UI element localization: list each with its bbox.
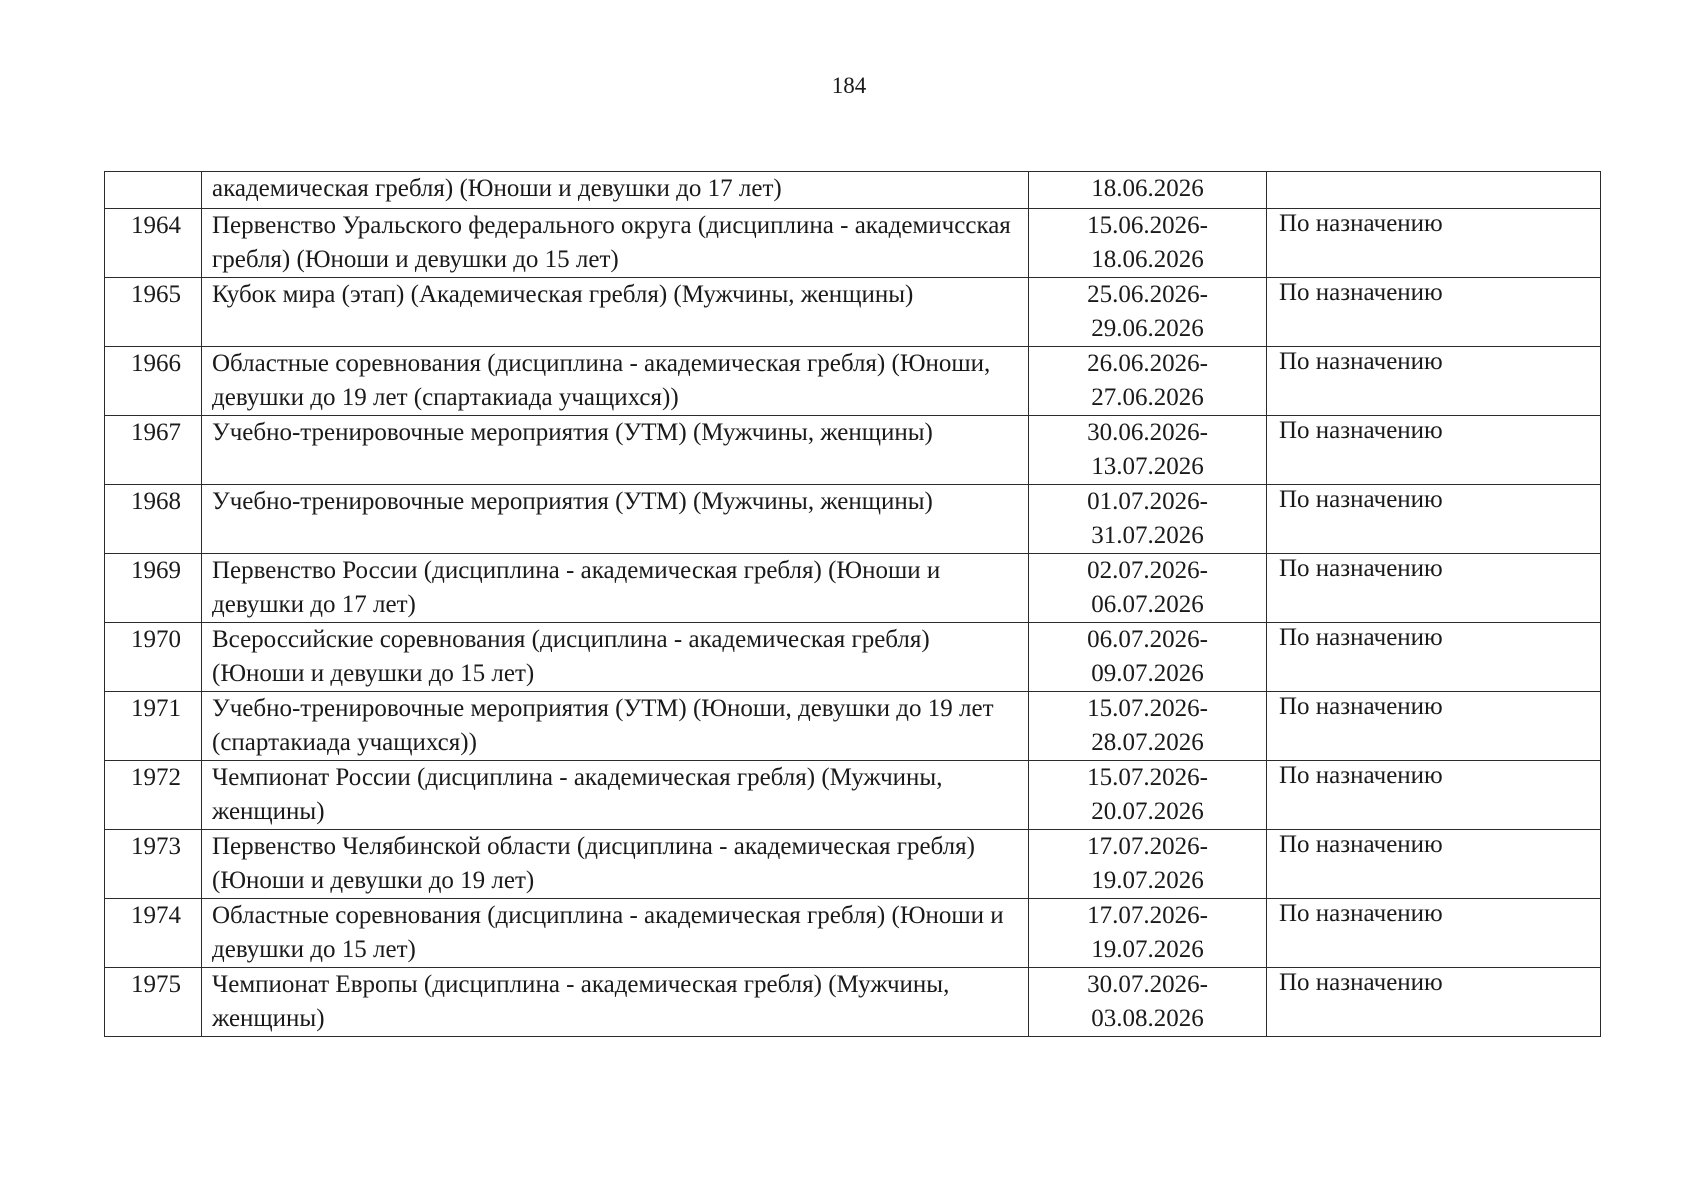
event-date-start: 15.07.2026- <box>1087 764 1208 791</box>
event-date-start: 01.07.2026- <box>1087 488 1208 515</box>
event-place-cell: По назначению <box>1267 278 1601 347</box>
table-row <box>105 554 1601 623</box>
event-dates-cell <box>1029 209 1267 278</box>
event-number-cell: 1975 <box>105 968 202 1037</box>
event-date-end: 03.08.2026 <box>1091 1005 1204 1032</box>
table-row <box>105 347 1601 416</box>
event-date-start: 17.07.2026- <box>1087 902 1208 929</box>
table-row <box>105 692 1601 761</box>
event-dates-cell <box>1029 416 1267 485</box>
event-dates-cell <box>1029 830 1267 899</box>
table-row <box>105 830 1601 899</box>
events-table-body <box>105 172 1601 1037</box>
event-dates-cell <box>1029 968 1267 1037</box>
event-date-end: 29.06.2026 <box>1091 315 1204 342</box>
event-date-end: 18.06.2026 <box>1091 246 1204 273</box>
table-row-continued <box>105 172 1601 209</box>
event-place-cell: По назначению <box>1267 761 1601 830</box>
event-number-cell: 1966 <box>105 347 202 416</box>
event-place-cell: По назначению <box>1267 830 1601 899</box>
event-date-start: 06.07.2026- <box>1087 626 1208 653</box>
event-name-cell: Учебно-тренировочные мероприятия (УТМ) (Мужчины, женщины) <box>202 485 1029 554</box>
event-dates-cell <box>1029 347 1267 416</box>
event-name-cell: Чемпионат России (дисциплина - академическая гребля) (Мужчины, женщины) <box>202 761 1029 830</box>
table-row <box>105 968 1601 1037</box>
event-date-start: 17.07.2026- <box>1087 833 1208 860</box>
event-name-cell: Учебно-тренировочные мероприятия (УТМ) (Мужчины, женщины) <box>202 416 1029 485</box>
event-number-cell <box>105 172 202 209</box>
event-dates-cell <box>1029 278 1267 347</box>
event-date-end: 06.07.2026 <box>1091 591 1204 618</box>
events-table <box>104 171 1601 1037</box>
event-dates-cell <box>1029 899 1267 968</box>
event-name-cell: Первенство Уральского федерального округа (дисциплина - академичсская гребля) (Юноши и девушки до 15 лет) <box>202 209 1029 278</box>
event-date-start: 30.07.2026- <box>1087 971 1208 998</box>
table-row <box>105 278 1601 347</box>
event-date-end: 09.07.2026 <box>1091 660 1204 687</box>
event-place-cell: По назначению <box>1267 209 1601 278</box>
event-place-cell <box>1267 172 1601 209</box>
event-dates-cell <box>1029 554 1267 623</box>
event-number-cell: 1971 <box>105 692 202 761</box>
event-date-end: 27.06.2026 <box>1091 384 1204 411</box>
event-dates-cell <box>1029 172 1267 209</box>
event-name-cell: Областные соревнования (дисциплина - академическая гребля) (Юноши и девушки до 15 лет) <box>202 899 1029 968</box>
event-place-cell: По назначению <box>1267 416 1601 485</box>
table-row <box>105 623 1601 692</box>
table-row <box>105 485 1601 554</box>
event-name-cell: академическая гребля) (Юноши и девушки до 17 лет) <box>202 172 1029 209</box>
table-row <box>105 209 1601 278</box>
event-place-cell: По назначению <box>1267 347 1601 416</box>
event-place-cell: По назначению <box>1267 485 1601 554</box>
event-number-cell: 1973 <box>105 830 202 899</box>
event-number-cell: 1972 <box>105 761 202 830</box>
event-dates-cell <box>1029 623 1267 692</box>
event-name-cell: Учебно-тренировочные мероприятия (УТМ) (Юноши, девушки до 19 лет (спартакиада учащихся)) <box>202 692 1029 761</box>
event-date-end: 28.07.2026 <box>1091 729 1204 756</box>
event-number-cell: 1970 <box>105 623 202 692</box>
event-date-start: 02.07.2026- <box>1087 557 1208 584</box>
table-row <box>105 761 1601 830</box>
page-number: 184 <box>831 73 867 98</box>
event-date-end: 19.07.2026 <box>1091 867 1204 894</box>
event-date-end: 13.07.2026 <box>1091 453 1204 480</box>
event-dates-cell <box>1029 485 1267 554</box>
table-row <box>105 416 1601 485</box>
event-date-start: 26.06.2026- <box>1087 350 1208 377</box>
event-name-cell: Первенство России (дисциплина - академическая гребля) (Юноши и девушки до 17 лет) <box>202 554 1029 623</box>
event-name-cell: Чемпионат Европы (дисциплина - академическая гребля) (Мужчины, женщины) <box>202 968 1029 1037</box>
event-number-cell: 1965 <box>105 278 202 347</box>
event-date-start: 18.06.2026 <box>1091 175 1204 202</box>
event-number-cell: 1967 <box>105 416 202 485</box>
event-date-start: 25.06.2026- <box>1087 281 1208 308</box>
event-number-cell: 1964 <box>105 209 202 278</box>
event-name-cell: Кубок мира (этап) (Академическая гребля) (Мужчины, женщины) <box>202 278 1029 347</box>
event-number-cell: 1969 <box>105 554 202 623</box>
event-number-cell: 1974 <box>105 899 202 968</box>
event-place-cell: По назначению <box>1267 554 1601 623</box>
event-name-cell: Всероссийские соревнования (дисциплина - академическая гребля) (Юноши и девушки до 15 лет) <box>202 623 1029 692</box>
event-date-end: 20.07.2026 <box>1091 798 1204 825</box>
event-name-cell: Первенство Челябинской области (дисциплина - академическая гребля) (Юноши и девушки до 19 лет) <box>202 830 1029 899</box>
event-date-start: 15.06.2026- <box>1087 212 1208 239</box>
event-date-end: 19.07.2026 <box>1091 936 1204 963</box>
event-date-start: 30.06.2026- <box>1087 419 1208 446</box>
table-row <box>105 899 1601 968</box>
event-dates-cell <box>1029 761 1267 830</box>
event-date-start: 15.07.2026- <box>1087 695 1208 722</box>
event-number-cell: 1968 <box>105 485 202 554</box>
event-place-cell: По назначению <box>1267 899 1601 968</box>
event-place-cell: По назначению <box>1267 623 1601 692</box>
event-dates-cell <box>1029 692 1267 761</box>
event-date-end: 31.07.2026 <box>1091 522 1204 549</box>
event-name-cell: Областные соревнования (дисциплина - академическая гребля) (Юноши, девушки до 19 лет (спартакиада учащихся)) <box>202 347 1029 416</box>
event-place-cell: По назначению <box>1267 692 1601 761</box>
event-place-cell: По назначению <box>1267 968 1601 1037</box>
